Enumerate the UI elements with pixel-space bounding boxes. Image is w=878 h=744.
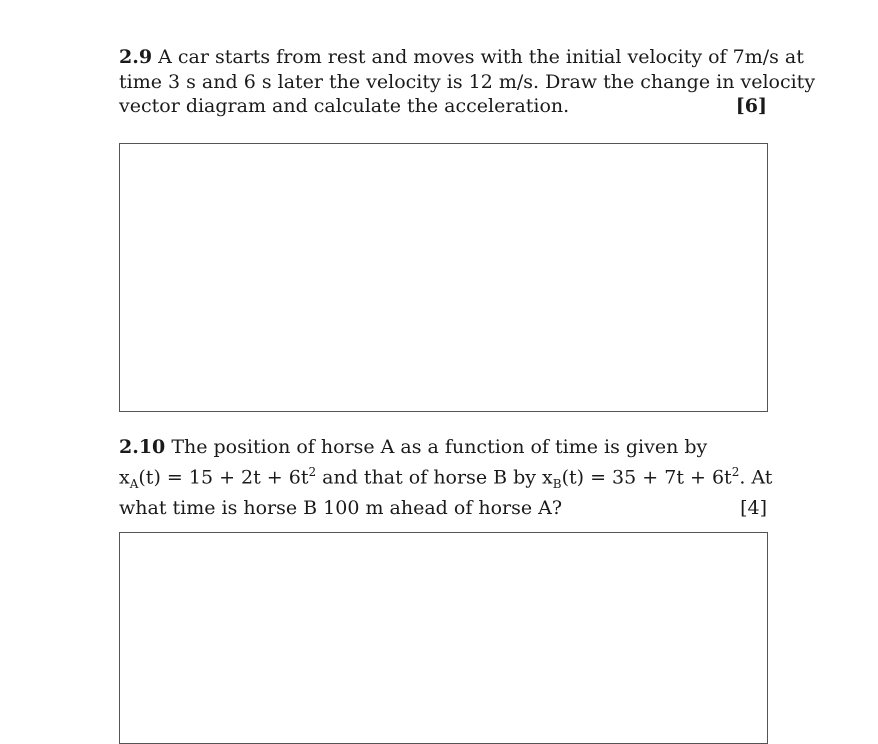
question-line (119, 94, 767, 119)
question-text: A car starts from rest and moves with the initial velocity of 7m/s at (152, 46, 804, 68)
question-text: . At (739, 465, 773, 488)
question-2-10 (119, 435, 773, 521)
question-number: 2.10 (119, 436, 166, 458)
question-text: and that of horse B by (316, 465, 543, 488)
answer-box[interactable] (119, 532, 768, 744)
question-text: The position of horse A as a function of time is given by (165, 436, 708, 458)
xb-expression: (t) = 35 + 7t + 6t (561, 465, 732, 488)
question-2-9 (119, 45, 816, 119)
question-line (119, 435, 767, 460)
xa-expression: (t) = 15 + 2t + 6t (138, 465, 309, 488)
xa-subscript: A (129, 476, 139, 491)
question-line (119, 70, 816, 95)
answer-box[interactable] (119, 143, 768, 412)
xb-symbol: x (542, 465, 553, 488)
question-line (119, 45, 804, 70)
xa-exponent: 2 (308, 464, 317, 479)
marks-label: [4] (740, 497, 767, 520)
question-line (119, 460, 773, 497)
question-text: time 3 s and 6 s later the velocity is 12 m/s. Draw the change in velocity (119, 70, 816, 93)
xb-exponent: 2 (731, 464, 740, 479)
xb-subscript: B (552, 476, 562, 491)
xa-symbol: x (119, 465, 130, 488)
marks-label: [6] (735, 95, 767, 117)
question-line (119, 496, 767, 521)
question-text: what time is horse B 100 m ahead of horse A? (119, 497, 563, 520)
question-text: vector diagram and calculate the acceleration. (119, 95, 570, 117)
question-number: 2.9 (119, 46, 153, 68)
